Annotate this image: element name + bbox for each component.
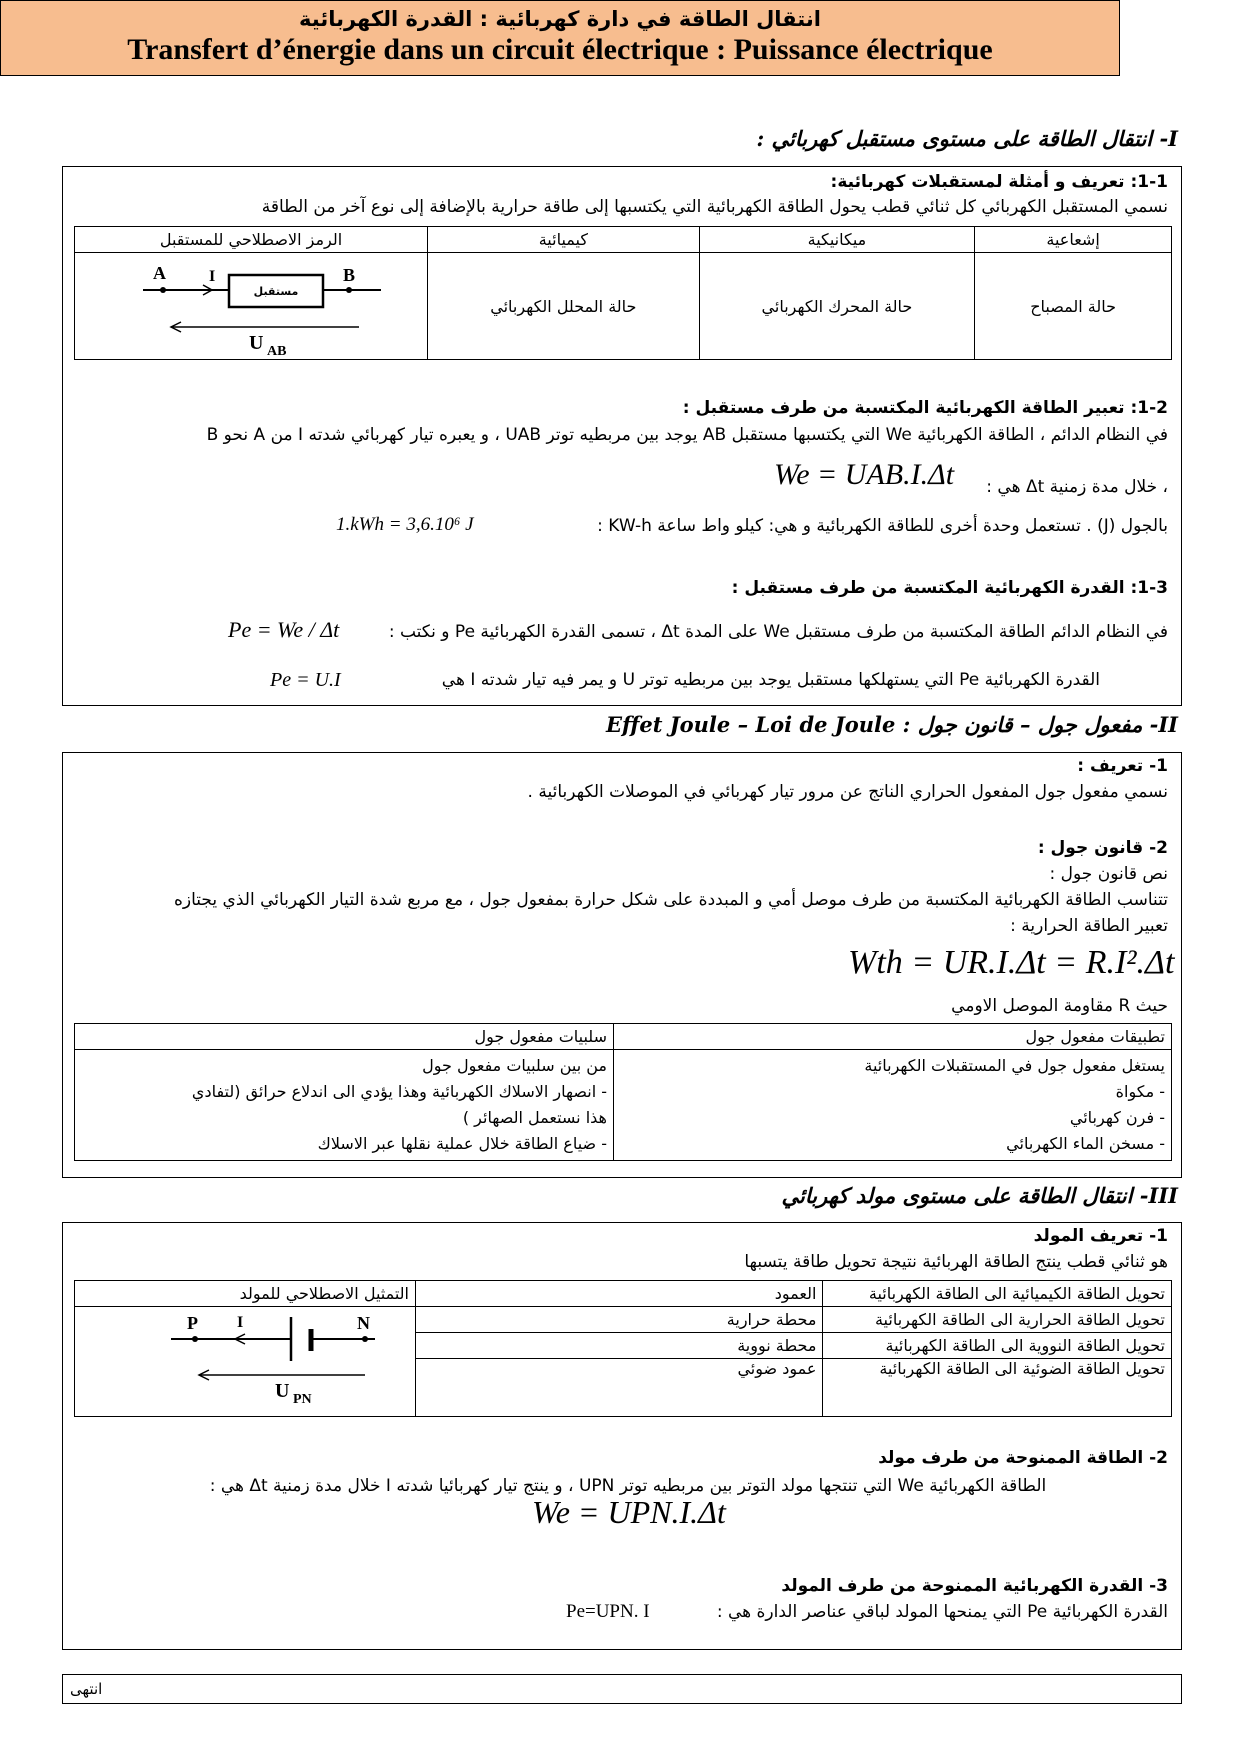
- s3-text1: في النظام الدائم الطاقة المكتسبة من طرف مستقبل We على المدة Δt ، تسمى القدرة الكهربائية Pe و نكتب :: [388, 622, 1168, 642]
- gen-symbol-header: التمثيل الاصطلاحي للمولد: [75, 1281, 416, 1307]
- gen-row-thermal: تحويل الطاقة الحرارية الى الطاقة الكهربائية: [823, 1307, 1172, 1333]
- app-line: - فرن كهربائي: [1069, 1108, 1165, 1127]
- receiver-symbol-cell: [75, 253, 428, 360]
- gen-row-nuclear-ex: محطة نووية: [416, 1333, 823, 1359]
- con-line: هذا نستعمل الصهائر ): [462, 1108, 607, 1127]
- th-mechanical: ميكانيكية: [699, 227, 974, 253]
- label-gen-u: U: [275, 1379, 290, 1402]
- s2-unit: 1.kWh = 3,6.10⁶ J: [336, 514, 474, 535]
- gen-def-title: 1- تعريف المولد: [1033, 1226, 1168, 1246]
- gen-s3-formula: Pe=UPN. I: [566, 1601, 650, 1622]
- label-gen-u-sub: PN: [293, 1391, 312, 1407]
- gen-s2-formula: We = UPN.I.Δt: [532, 1494, 726, 1530]
- s3-text2: القدرة الكهربائية Pe التي يستهلكها مستقبل يوجد بين مربطيه توتر U و يمر فيه تيار شدته I هي: [441, 670, 1100, 690]
- s3-formula2: Pe = U.I: [270, 669, 341, 691]
- label-u-sub: AB: [267, 344, 287, 359]
- joule-law-sub: نص قانون جول :: [1049, 864, 1168, 884]
- s2-def-text: نسمي مفعول جول المفعول الحراري الناتج عن مرور تيار كهربائي في الموصلات الكهربائية .: [527, 782, 1168, 802]
- gen-row-thermal-ex: محطة حرارية: [416, 1307, 823, 1333]
- gen-symbol-cell: [75, 1307, 416, 1417]
- s1-text: نسمي المستقبل الكهربائي كل ثنائي قطب يحول الطاقة الكهربائية التي يكتسبها إلى طاقة حرارية بالإضافة إلى نوع آخر من الطاقة: [261, 197, 1168, 217]
- th-applications: تطبيقات مفعول جول: [614, 1024, 1172, 1050]
- label-b: B: [343, 265, 356, 285]
- th-radiant: إشعاعية: [975, 227, 1172, 253]
- end-text: انتهى: [70, 1680, 103, 1698]
- cell-electrolyzer: حالة المحلل الكهربائي: [428, 253, 700, 360]
- title-arabic: انتقال الطاقة في دارة كهربائية : القدرة الكهربائية: [299, 7, 821, 31]
- app-line: - مسخن الماء الكهربائي: [1006, 1134, 1165, 1153]
- s3-title: 1-3: القدرة الكهربائية المكتسبة من طرف مستقبل :: [731, 578, 1168, 598]
- receiver-box-label: مستقبل: [253, 285, 299, 298]
- generator-symbol: [75, 1309, 415, 1415]
- section1-heading: I- انتقال الطاقة على مستوى مستقبل كهربائي :: [756, 126, 1178, 151]
- con-line: من بين سلبيات مفعول جول: [422, 1056, 607, 1075]
- footer-box: [62, 1674, 1182, 1704]
- gen-row-chem: تحويل الطاقة الكيميائية الى الطاقة الكهربائية: [823, 1281, 1172, 1307]
- title-banner: [0, 0, 1120, 76]
- gen-s3-title: 3- القدرة الكهربائية الممنوحة من طرف المولد: [781, 1576, 1168, 1596]
- gen-row-solar-ex: عمود ضوئي: [416, 1359, 823, 1417]
- th-drawbacks: سلبيات مفعول جول: [75, 1024, 614, 1050]
- drawbacks-cell: [75, 1050, 614, 1161]
- joule-r-text: حيث R مقاومة الموصل الاومي: [951, 996, 1168, 1016]
- gen-def-text: هو ثنائي قطب ينتج الطاقة الهربائية نتيجة تحويل طاقة يتسبها: [744, 1252, 1168, 1272]
- section3-heading: III- انتقال الطاقة على مستوى مولد كهربائي: [781, 1183, 1178, 1208]
- title-french: Transfert d’énergie dans un circuit électrique : Puissance électrique: [127, 33, 993, 66]
- th-symbol: الرمز الاصطلاحي للمستقبل: [75, 227, 428, 253]
- con-line: - انصهار الاسلاك الكهربائية وهذا يؤدي الى اندلاع حرائق (لتفادي: [191, 1082, 607, 1101]
- gen-row-solar: تحويل الطاقة الضوئية الى الطاقة الكهربائية: [823, 1359, 1172, 1417]
- th-chemical: كيميائية: [428, 227, 700, 253]
- s3-formula1: Pe = We / Δt: [228, 617, 340, 642]
- joule-law-expr: تعبير الطاقة الحرارية :: [1010, 916, 1168, 936]
- joule-formula: Wth = UR.I.Δt = R.I².Δt: [848, 944, 1175, 981]
- gen-s2-title: 2- الطاقة الممنوحة من طرف مولد: [878, 1448, 1168, 1468]
- gen-s3-text: القدرة الكهربائية Pe التي يمنحها المولد لباقي عناصر الدارة هي :: [716, 1602, 1168, 1622]
- con-line: - ضياع الطاقة خلال عملية نقلها عبر الاسلاك: [317, 1134, 607, 1153]
- gen-row-nuclear: تحويل الطاقة النووية الى الطاقة الكهربائية: [823, 1333, 1172, 1359]
- app-line: - مكواة: [1115, 1082, 1165, 1101]
- cell-motor: حالة المحرك الكهربائي: [699, 253, 974, 360]
- label-gen-i: I: [237, 1313, 244, 1331]
- gen-s2-text: الطاقة الكهربائية We التي تنتجها مولد التوتر بين مربطيه توتر UPN ، و ينتج تيار كهربائيا شدته I خلال مدة زمنية Δt هي :: [209, 1476, 1047, 1496]
- cell-lamp: حالة المصباح: [975, 253, 1172, 360]
- label-i: I: [209, 268, 216, 285]
- s1-title: 1-1: تعريف و أمثلة لمستقبلات كهربائية:: [830, 172, 1168, 192]
- s2-formula: We = UAB.I.Δt: [774, 458, 955, 491]
- label-n: N: [357, 1312, 370, 1333]
- s2-def-title: 1- تعريف :: [1077, 756, 1168, 776]
- s2-text3: بالجول (J) . تستعمل وحدة أخرى للطاقة الكهربائية و هي: كيلو واط ساعة KW-h :: [597, 516, 1168, 536]
- s2-text2: ، خلال مدة زمنية Δt هي :: [986, 477, 1168, 497]
- joule-law-text: تتناسب الطاقة الكهربائية المكتسبة من طرف موصل أمي و المبددة على شكل حرارة بمفعول جول ، مع مربع شدة التيار الكهربائي الذي يجتازه: [174, 890, 1168, 910]
- s2-title: 1-2: تعبير الطاقة الكهربائية المكتسبة من طرف مستقبل :: [682, 398, 1168, 418]
- receiver-symbol: [81, 253, 421, 359]
- joule-table: [74, 1023, 1172, 1161]
- label-u: U: [249, 332, 264, 354]
- gen-row-chem-ex: العمود: [416, 1281, 823, 1307]
- s2-text1: في النظام الدائم ، الطاقة الكهربائية We التي يكتسبها مستقبل AB يوجد بين مربطيه توتر UAB ، و يعبره تيار كهربائي شدته I من A نحو B: [206, 425, 1168, 445]
- label-a: A: [153, 263, 166, 283]
- receiver-table: [74, 226, 1172, 360]
- section2-heading: II- مفعول جول – قانون جول : Effet Joule – Loi de Joule: [605, 712, 1178, 737]
- label-p: P: [187, 1312, 198, 1333]
- generator-table: [74, 1280, 1172, 1417]
- app-line: يستغل مفعول جول في المستقبلات الكهربائية: [864, 1056, 1165, 1075]
- joule-law-title: 2- قانون جول :: [1037, 838, 1168, 858]
- applications-cell: [614, 1050, 1172, 1161]
